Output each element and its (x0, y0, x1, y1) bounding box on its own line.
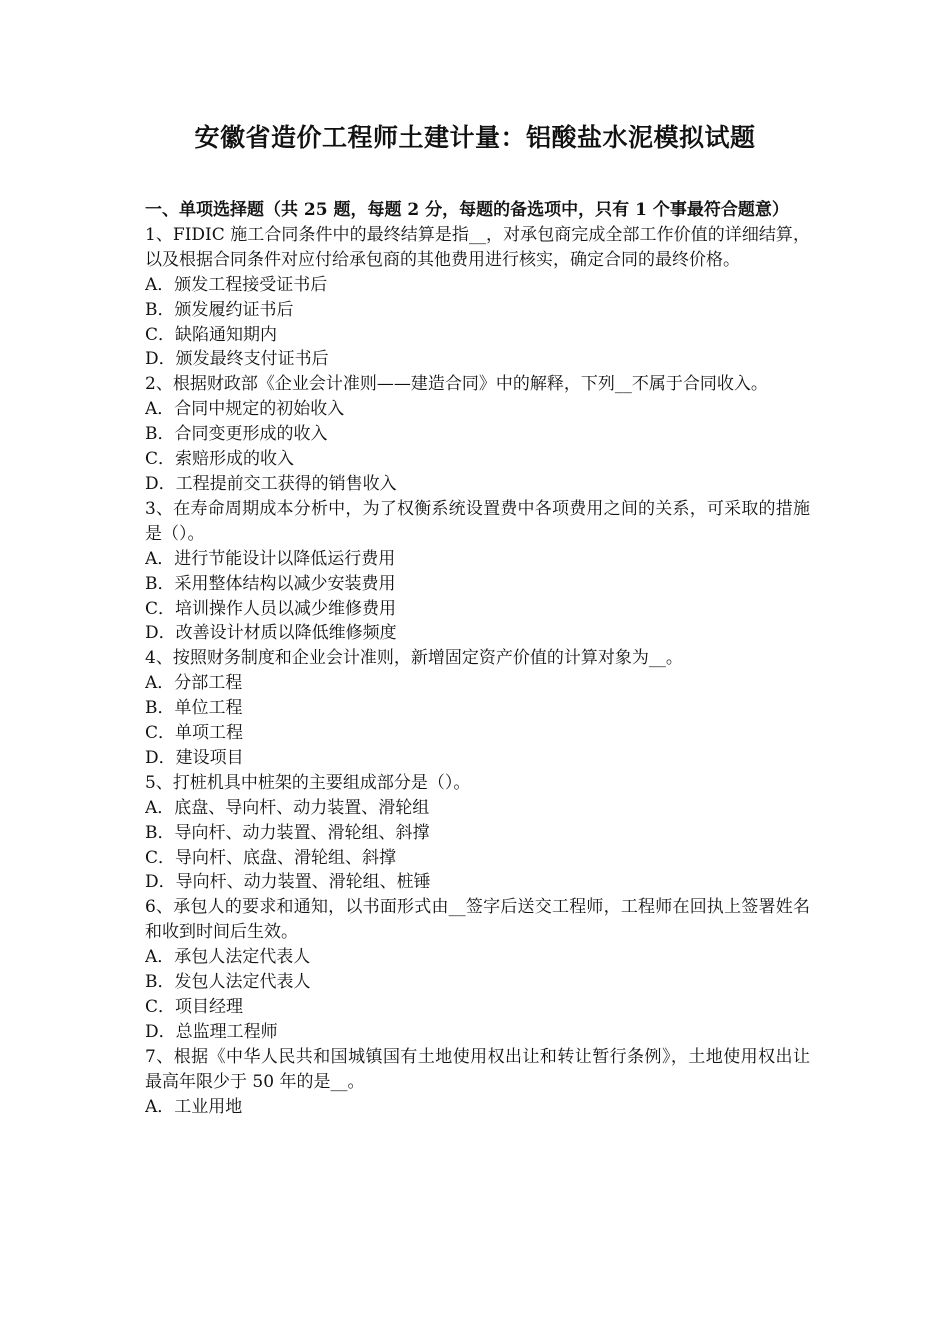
option-c: C．项目经理 (145, 997, 244, 1017)
question-stem: 1、FIDIC 施工合同条件中的最终结算是指__，对承包商完成全部工作价值的详细结算，以及根据合同条件对应付给承包商的其他费用进行核实，确定合同的最终价格。 (145, 224, 810, 270)
option-c: C．单项工程 (145, 723, 244, 744)
question-7 (145, 1045, 810, 1120)
section-heading: 一、单项选择题（共 25 题，每题 2 分，每题的备选项中，只有 1 个事最符合题意） (145, 200, 789, 220)
option-d: D．总监理工程师 (145, 1021, 278, 1042)
question-stem: 4、按照财务制度和企业会计准则，新增固定资产价值的计算对象为__。 (145, 648, 683, 669)
question-stem: 5、打桩机具中桩架的主要组成部分是（）。 (145, 772, 471, 793)
option-d: D．颁发最终支付证书后 (145, 349, 329, 370)
question-3 (145, 497, 810, 646)
option-c: C．索赔形成的收入 (145, 449, 295, 470)
option-b: B．采用整体结构以减少安装费用 (145, 573, 396, 594)
question-1 (145, 223, 810, 372)
option-b: B．单位工程 (145, 698, 243, 719)
option-c: C．培训操作人员以减少维修费用 (145, 598, 397, 619)
option-a: A．承包人法定代表人 (145, 947, 311, 968)
option-d: D．导向杆、动力装置、滑轮组、桩锤 (145, 872, 431, 893)
question-4 (145, 646, 810, 771)
document-title: 安徽省造价工程师土建计量：铝酸盐水泥模拟试题 (194, 123, 756, 152)
question-stem: 7、根据《中华人民共和国城镇国有土地使用权出让和转让暂行条例》，土地使用权出让最高年限少于 50 年的是__。 (145, 1046, 810, 1092)
question-2 (145, 372, 810, 497)
option-a: A．工业用地 (145, 1096, 243, 1117)
option-a: A．合同中规定的初始收入 (145, 399, 345, 420)
option-d: D．工程提前交工获得的销售收入 (145, 473, 397, 494)
question-stem: 6、承包人的要求和通知，以书面形式由__签字后送交工程师，工程师在回执上签署姓名和收到时间后生效。 (145, 897, 810, 943)
question-stem: 3、在寿命周期成本分析中，为了权衡系统设置费中各项费用之间的关系，可采取的措施是（）。 (145, 498, 810, 544)
question-section (145, 198, 810, 1120)
option-d: D．建设项目 (145, 747, 244, 768)
option-a: A．分部工程 (145, 673, 243, 694)
option-d: D．改善设计材质以降低维修频度 (145, 623, 397, 644)
question-stem: 2、根据财政部《企业会计准则——建造合同》中的解释，下列__不属于合同收入。 (145, 374, 768, 395)
option-b: B．发包人法定代表人 (145, 972, 311, 993)
question-6 (145, 895, 810, 1044)
option-c: C．导向杆、底盘、滑轮组、斜撑 (145, 847, 397, 868)
option-a: A．颁发工程接受证书后 (145, 274, 328, 295)
option-b: B．颁发履约证书后 (145, 299, 294, 320)
option-a: A．进行节能设计以降低运行费用 (145, 548, 396, 569)
option-a: A．底盘、导向杆、动力装置、滑轮组 (145, 797, 430, 818)
option-b: B．导向杆、动力装置、滑轮组、斜撑 (145, 822, 430, 843)
option-b: B．合同变更形成的收入 (145, 424, 328, 445)
question-5 (145, 771, 810, 896)
option-c: C．缺陷通知期内 (145, 324, 278, 345)
